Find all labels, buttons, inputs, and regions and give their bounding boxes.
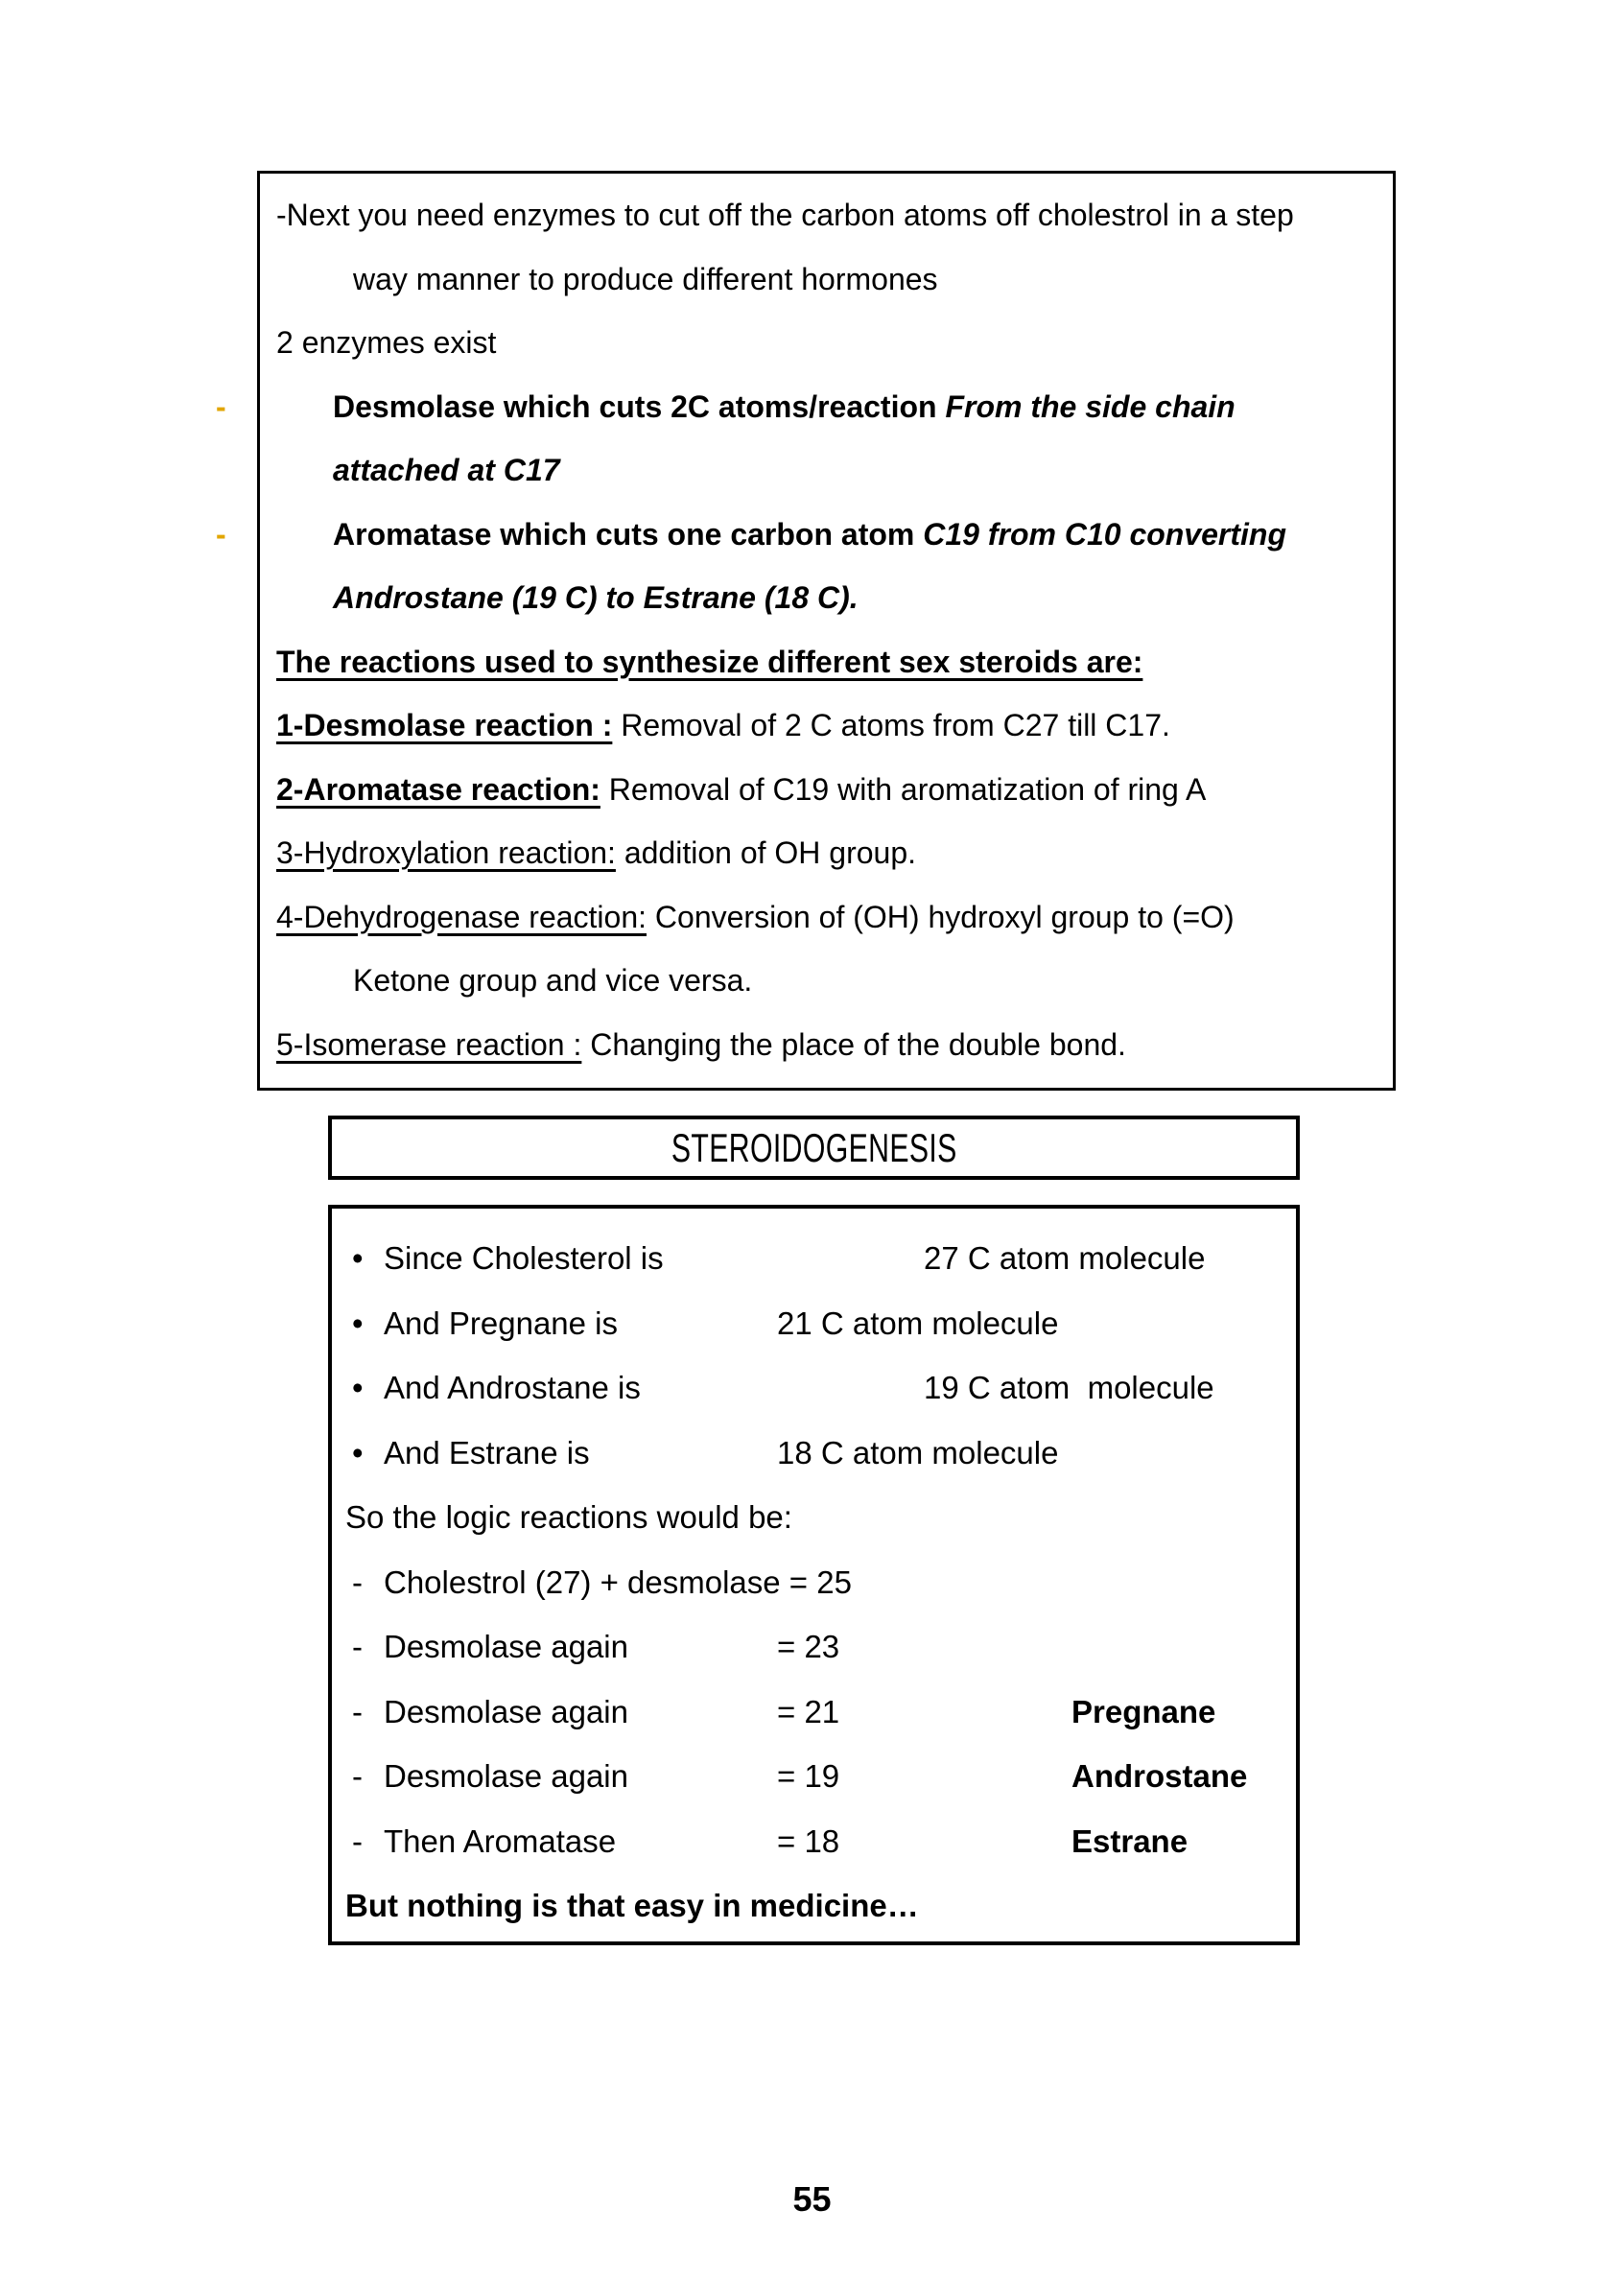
- text-line: [276, 821, 1374, 885]
- text-segment: Ketone group and vice versa.: [353, 963, 753, 998]
- text-segment: The reactions used to synthesize different sex steroids are:: [276, 644, 1143, 679]
- logic-box-rows: [332, 1226, 1296, 1939]
- list-row: [332, 1355, 1296, 1421]
- text-segment: attached at C17: [333, 453, 560, 487]
- row-value: = 19: [777, 1758, 840, 1794]
- text-line: [216, 375, 1374, 439]
- row-label: Desmolase again: [384, 1629, 628, 1664]
- text-line: [276, 694, 1374, 758]
- row-value: 21 C atom molecule: [777, 1305, 1059, 1341]
- list-row: [332, 1744, 1296, 1809]
- row-label: Desmolase again: [384, 1693, 628, 1729]
- text-segment: Removal of C19 with aromatization of ring A: [600, 771, 1207, 807]
- bullet-dot-icon: •: [352, 1240, 364, 1276]
- text-segment: 2 enzymes exist: [276, 325, 497, 360]
- text-segment: 2-Aromatase reaction:: [276, 771, 600, 807]
- list-row: [332, 1809, 1296, 1874]
- row-label: Since Cholesterol is: [384, 1240, 664, 1276]
- row-label: Desmolase again: [384, 1758, 628, 1794]
- bullet-dot-icon: •: [352, 1370, 364, 1405]
- text-segment: addition of OH group.: [615, 835, 917, 870]
- text-line: [276, 1013, 1374, 1077]
- list-row: [332, 1485, 1296, 1550]
- text-segment: Desmolase which cuts 2C atoms/reaction: [333, 388, 946, 424]
- row-value: = 18: [777, 1822, 840, 1859]
- text-segment: 4-Dehydrogenase reaction:: [276, 899, 647, 934]
- enzyme-notes-box: [216, 171, 1396, 1091]
- text-segment: 1-Desmolase reaction :: [276, 708, 613, 742]
- text-segment: way manner to produce different hormones: [353, 261, 938, 296]
- row-label: And Pregnane is: [384, 1305, 619, 1341]
- row-label: Cholestrol (27) + desmolase = 25: [384, 1564, 852, 1600]
- bullet-dot-icon: •: [352, 1434, 364, 1470]
- text-line: [276, 311, 1374, 375]
- text-line: [276, 183, 1374, 247]
- text-segment: Aromatase which cuts one carbon atom: [333, 516, 924, 552]
- notes-box-lines: [216, 183, 1374, 1076]
- page-number: 55: [792, 2179, 832, 2219]
- text-segment: Androstane (19 C) to Estrane (18 C).: [333, 580, 859, 615]
- text-segment: Changing the place of the double bond.: [581, 1026, 1126, 1062]
- row-value: 19 C atom molecule: [924, 1370, 1214, 1405]
- row-label: And Estrane is: [384, 1434, 590, 1470]
- text-segment: From the side chain: [945, 388, 1236, 424]
- row-value: 18 C atom molecule: [777, 1434, 1059, 1470]
- list-row: [332, 1226, 1296, 1291]
- text-line: [276, 758, 1374, 822]
- bullet-dash-icon: -: [352, 1693, 363, 1729]
- bullet-dash-icon: -: [216, 516, 226, 552]
- row-compound-name: Pregnane: [1071, 1693, 1216, 1729]
- text-line: [276, 247, 1374, 312]
- row-label: Then Aromatase: [384, 1822, 617, 1859]
- bullet-dot-icon: •: [352, 1305, 364, 1341]
- text-segment: 3-Hydroxylation reaction:: [276, 835, 616, 870]
- list-row: [332, 1421, 1296, 1486]
- row-value: = 23: [777, 1629, 840, 1664]
- bullet-dash-icon: -: [352, 1758, 363, 1794]
- text-line: [276, 566, 1374, 630]
- bullet-dash-icon: -: [352, 1629, 363, 1664]
- bullet-dash-icon: -: [352, 1564, 363, 1600]
- text-segment: 5-Isomerase reaction :: [276, 1026, 582, 1062]
- bullet-dash-icon: -: [352, 1822, 363, 1859]
- steroidogenesis-title-box: [328, 1116, 1300, 1180]
- row-value: = 21: [777, 1693, 840, 1729]
- section-title: STEROIDOGENESIS: [671, 1124, 957, 1170]
- row-compound-name: Androstane: [1071, 1758, 1248, 1794]
- text-segment: Removal of 2 C atoms from C27 till C17.: [612, 708, 1170, 742]
- row-value: 27 C atom molecule: [924, 1240, 1206, 1276]
- row-label: So the logic reactions would be:: [345, 1499, 792, 1535]
- row-compound-name: Estrane: [1071, 1822, 1189, 1859]
- text-line: [276, 949, 1374, 1013]
- list-row: [332, 1550, 1296, 1615]
- list-row: [332, 1680, 1296, 1745]
- text-line: [216, 503, 1374, 567]
- text-line: [276, 438, 1374, 503]
- row-label: But nothing is that easy in medicine…: [345, 1888, 919, 1923]
- row-label: And Androstane is: [384, 1370, 641, 1405]
- steroidogenesis-logic-box: [328, 1205, 1300, 1945]
- text-segment: C19 from C10 converting: [923, 516, 1287, 552]
- text-segment: -Next you need enzymes to cut off the carbon atoms off cholestrol in a step: [276, 198, 1294, 232]
- text-segment: Conversion of (OH) hydroxyl group to (=O): [647, 899, 1235, 934]
- text-line: [276, 630, 1374, 694]
- list-row: [332, 1873, 1296, 1939]
- list-row: [332, 1614, 1296, 1680]
- text-line: [276, 885, 1374, 950]
- bullet-dash-icon: -: [216, 388, 226, 424]
- list-row: [332, 1291, 1296, 1356]
